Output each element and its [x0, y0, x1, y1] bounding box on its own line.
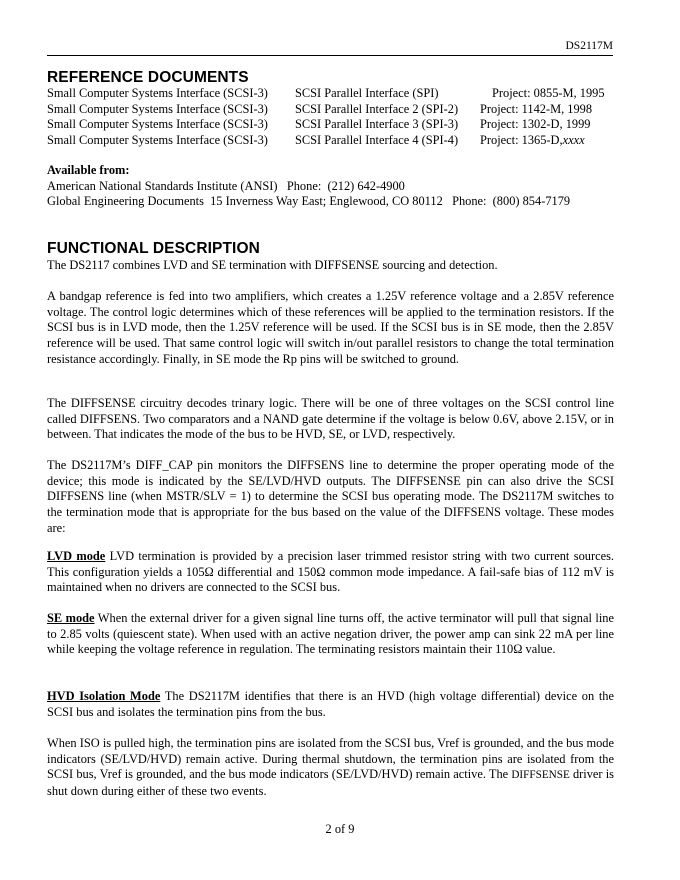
reference-row: Small Computer Systems Interface (SCSI-3) SCSI Parallel Interface (SPI) Project: 0855-M, 1995	[47, 86, 605, 100]
hvd-isolation-term: HVD Isolation Mode	[47, 689, 161, 703]
available-from-block	[47, 163, 570, 210]
reference-documents-list	[47, 86, 605, 149]
reference-row: Small Computer Systems Interface (SCSI-3) SCSI Parallel Interface 4 (SPI-4) Project: 1365-D,xxxx	[47, 133, 585, 148]
diff-cap-paragraph: The DS2117M’s DIFF_CAP pin monitors the DIFFSENS line to determine the proper operating mode of the device; this mode is indicated by the SE/LVD/HVD outputs. The DIFFSENSE pin can also drive the SCSI DIFFSENS line (when MSTR/SLV = 1) to determine the SCSI bus operating mode. The DS2117M switches to the termination mode that is appropriate for the bus based on the value of the DIFFSENS voltage. These modes are:	[47, 458, 614, 535]
page-number: 2 of 9	[325, 822, 355, 836]
diffsense-paragraph: The DIFFSENSE circuitry decodes trinary logic. There will be one of three voltages on the SCSI control line called DIFFSENS. Two comparators and a NAND gate determine if the voltage is below 0.6V, above 2.15V, or in between. That indicates the mode of the bus to be HVD, SE, or LVD, respectively.	[47, 396, 614, 442]
reference-row: Small Computer Systems Interface (SCSI-3) SCSI Parallel Interface 2 (SPI-2) Project: 1142-M, 1998	[47, 101, 593, 116]
header-rule	[47, 55, 613, 56]
lvd-mode-paragraph: LVD mode LVD termination is provided by a precision laser trimmed resistor string with two current sources. This configuration yields a 105Ω differential and 150Ω common mode impedance. A fail-safe bias of 112 mV is maintained when no drivers are connected to the SCSI bus.	[47, 549, 614, 595]
se-mode-term: SE mode	[47, 611, 95, 625]
functional-description-heading: FUNCTIONAL DESCRIPTION	[47, 240, 260, 257]
source-ansi: American National Standards Institute (ANSI) Phone: (212) 642-4900	[47, 178, 405, 193]
bandgap-paragraph: A bandgap reference is fed into two amplifiers, which creates a 1.25V reference voltage and a 2.85V reference voltage. The control logic determines which of these references will be applied to the termination resistors. If the SCSI bus is in LVD mode, then the 1.25V reference will be used. If the SCSI bus is in SE mode, then the 2.85V reference will be used. That same control logic will switch in/out parallel resistors to change the total termination resistance accordingly. Finally, in SE mode the Rp pins will be switched to ground.	[47, 289, 614, 366]
reference-row: Small Computer Systems Interface (SCSI-3) SCSI Parallel Interface 3 (SPI-3) Project: 1302-D, 1999	[47, 117, 591, 132]
iso-paragraph: When ISO is pulled high, the termination pins are isolated from the SCSI bus, Vref is grounded, and the bus mode indicators (SE/LVD/HVD) remain active. During thermal shutdown, the termination pins are isolated from the SCSI bus, Vref is grounded, and the bus mode indicators (SE/LVD/HVD) remain active. The DIFFSENSE driver is shut down during either of these two events.	[47, 736, 614, 799]
running-header-part-number: DS2117M	[565, 40, 613, 52]
se-mode-paragraph: SE mode When the external driver for a given signal line turns off, the active terminator will pull that signal line to 2.85 volts (quiescent state). When used with an active negation driver, the power amp can sink 22 mA per line while keeping the voltage reference in regulation. The terminating resistors maintain their 110Ω value.	[47, 611, 614, 657]
reference-documents-heading: REFERENCE DOCUMENTS	[47, 69, 249, 86]
source-global-engineering: Global Engineering Documents 15 Inverness Way East; Englewood, CO 80112 Phone: (800) 854-7179	[47, 194, 571, 209]
hvd-isolation-paragraph: HVD Isolation Mode The DS2117M identifies that there is an HVD (high voltage differential) device on the SCSI bus and isolates the termination pins from the bus.	[47, 689, 614, 719]
available-from-label: Available from:	[47, 163, 130, 177]
intro-paragraph: The DS2117 combines LVD and SE termination with DIFFSENSE sourcing and detection.	[47, 258, 498, 272]
lvd-mode-term: LVD mode	[47, 549, 106, 563]
